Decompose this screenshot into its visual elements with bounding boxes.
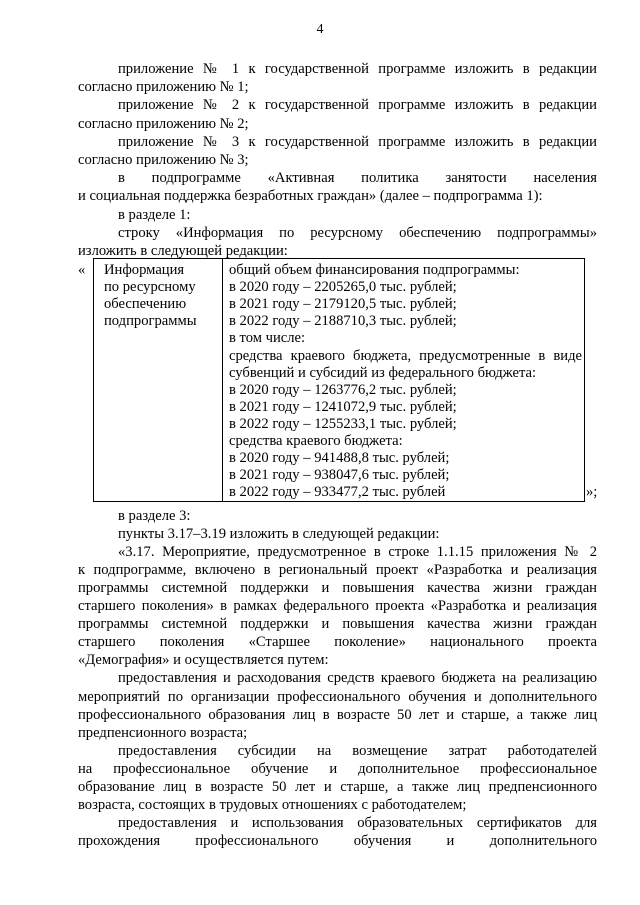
text-line: в разделе 3: — [118, 508, 191, 524]
table-content-line: в 2020 году – 941488,8 тыс. рублей; — [229, 450, 450, 467]
text-line: в разделе 1: — [118, 206, 191, 223]
table-content-line: общий объем финансирования подпрограммы: — [229, 262, 520, 278]
table-content-line: средства краевого бюджета: — [229, 433, 403, 449]
text-line: программы системной поддержки и повышения качества жизни граждан — [78, 580, 597, 597]
table-label-line: подпрограммы — [104, 313, 197, 330]
text-line: к подпрограмме, включено в региональный проект «Разработка и реализация — [78, 562, 597, 579]
text-line: образование лиц в возрасте 50 лет и старше, а также лиц предпенсионного — [78, 778, 597, 795]
text-line: приложение № 1 к государственной программе изложить в редакции — [118, 61, 597, 77]
text-line: старшего поколения» в рамках федерального проекта «Разработка и реализация — [78, 598, 597, 615]
text-line: приложение № 3 к государственной программе изложить в редакции — [118, 133, 597, 150]
text-line: предоставления и использования образовательных сертификатов для — [118, 814, 597, 831]
text-line: строку «Информация по ресурсному обеспечению подпрограммы» — [118, 224, 597, 241]
table-content-line: в 2020 году – 1263776,2 тыс. рублей; — [229, 381, 457, 398]
resource-table — [93, 258, 585, 502]
table-content-line: в том числе: — [229, 330, 306, 347]
text-line: старшего поколения «Старшее поколение» национального проекта — [78, 634, 597, 651]
text-line: и социальная поддержка безработных граждан» (далее – подпрограмма 1): — [78, 188, 543, 205]
text-line: приложение № 2 к государственной программе изложить в редакции — [118, 97, 597, 114]
table-label-line: по ресурсному — [104, 279, 196, 296]
text-line: изложить в следующей редакции: — [78, 243, 288, 259]
table-label-line: Информация — [104, 262, 185, 278]
table-content-line: в 2022 году – 933477,2 тыс. рублей — [229, 484, 446, 501]
text-line: «Демография» и осуществляется путем: — [78, 652, 329, 669]
text-line: программы системной поддержки и повышения качества жизни граждан — [78, 616, 597, 633]
text-line: согласно приложению № 2; — [78, 115, 249, 132]
text-line: согласно приложению № 1; — [78, 79, 249, 96]
text-line: согласно приложению № 3; — [78, 152, 249, 168]
table-open-quote: « — [78, 262, 86, 278]
text-line: профессионального образования лиц в возрасте 50 лет и старше, а также лиц — [78, 706, 597, 723]
table-content-line: в 2021 году – 2179120,5 тыс. рублей; — [229, 296, 457, 313]
text-line: в подпрограмме «Активная политика занятости населения — [118, 170, 597, 187]
text-line: пункты 3.17–3.19 изложить в следующей редакции: — [118, 526, 440, 543]
table-label-line: обеспечению — [104, 296, 187, 313]
text-line: мероприятий по организации профессионального обучения и дополнительного — [78, 688, 597, 705]
table-close-quote: »; — [586, 484, 598, 500]
table-content-line: в 2021 году – 938047,6 тыс. рублей; — [229, 467, 450, 484]
table-content-line: в 2022 году – 2188710,3 тыс. рублей; — [229, 313, 457, 330]
text-line: «3.17. Мероприятие, предусмотренное в строке 1.1.15 приложения № 2 — [118, 544, 597, 561]
text-line: предоставления субсидии на возмещение затрат работодателей — [118, 742, 597, 759]
page-number: 4 — [316, 22, 324, 37]
text-line: прохождения профессионального обучения и дополнительного — [78, 832, 597, 849]
text-line: возраста, состоящих в трудовых отношениях с работодателем; — [78, 796, 467, 813]
table-content-line: средства краевого бюджета, предусмотренные в виде — [229, 347, 582, 364]
table-divider — [222, 259, 223, 501]
table-content-line: в 2021 году – 1241072,9 тыс. рублей; — [229, 398, 457, 415]
table-content-line: в 2022 году – 1255233,1 тыс. рублей; — [229, 415, 457, 432]
text-line: на профессиональное обучение и дополнительное профессиональное — [78, 760, 597, 777]
text-line: предоставления и расходования средств краевого бюджета на реализацию — [118, 670, 597, 687]
table-content-line: субвенций и субсидий из федерального бюджета: — [229, 364, 537, 381]
text-line: предпенсионного возраста; — [78, 724, 248, 741]
table-content-line: в 2020 году – 2205265,0 тыс. рублей; — [229, 279, 457, 296]
